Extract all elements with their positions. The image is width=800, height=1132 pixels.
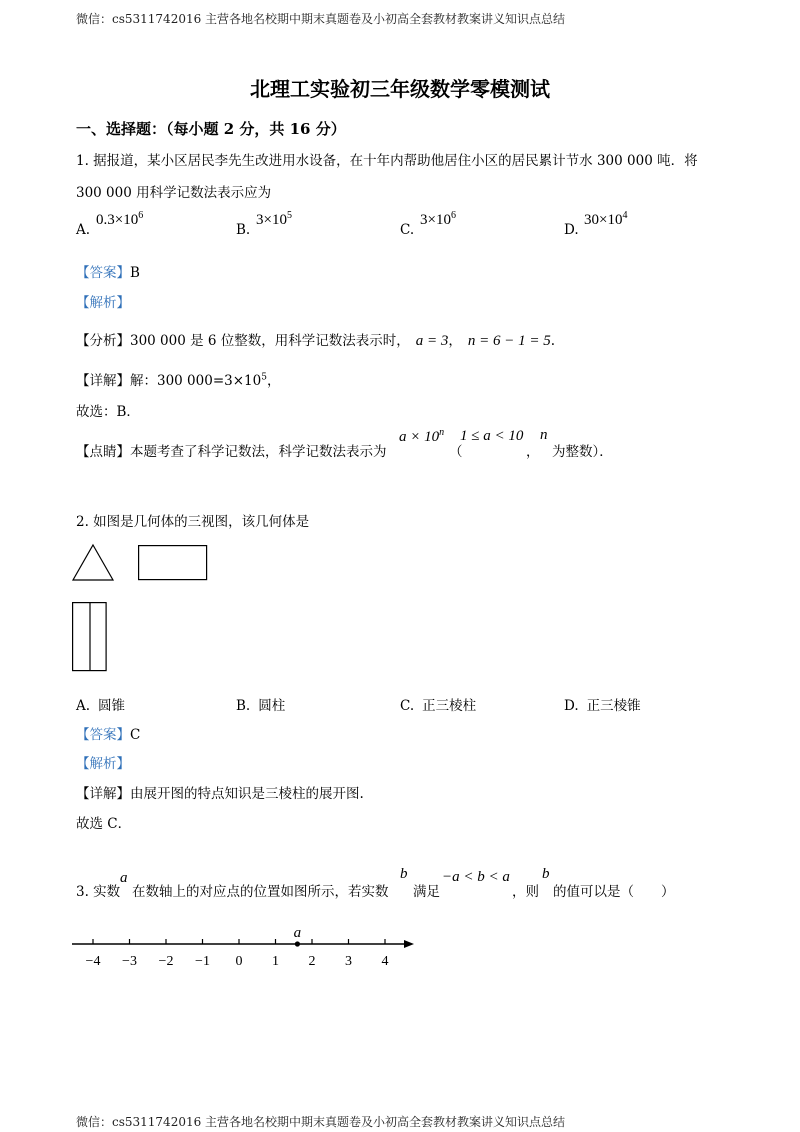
q2-stem: 2. 如图是几何体的三视图，该几何体是 [76, 514, 310, 530]
q1-option-a [76, 222, 90, 238]
dianjing-text: 本题考查了科学记数法，科学记数法表示为 [130, 444, 387, 460]
axis-tick-label: 0 [235, 954, 243, 969]
option-text: 正三棱锥 [586, 698, 641, 714]
dianjing-paren: （ [449, 444, 463, 460]
q2-option-c [400, 694, 476, 714]
page-title: 北理工实验初三年级数学零模测试 [250, 77, 550, 101]
option-letter: D. [564, 698, 579, 714]
detail-exponent: 5 [261, 372, 267, 383]
detail-end: ， [266, 373, 281, 389]
axis-tick-label: 4 [381, 954, 389, 969]
option-text: 正三棱柱 [422, 698, 477, 714]
answer-tag: 【答案】 [76, 265, 130, 281]
q2-top-view-rectangle [72, 602, 108, 672]
fenxi-tag: 【分析】 [76, 333, 130, 349]
axis-tick-label: 3 [345, 954, 352, 969]
axis-tick-label: −1 [195, 954, 210, 969]
axis-tick-label: 2 [308, 954, 316, 969]
q3-condition: −a < b < a [442, 869, 510, 885]
formula-base: 0.3×10 [96, 212, 139, 228]
q2-analysis-tag: 【解析】 [76, 756, 130, 772]
q1-option-b-value [256, 210, 292, 229]
q1-analysis-tag: 【解析】 [76, 295, 130, 311]
q2-front-view-triangle [72, 543, 116, 583]
fenxi-text: 300 000 是 6 位整数，用科学记数法表示时， [130, 333, 410, 349]
dianjing-formula [399, 427, 444, 446]
dianjing-n: n [540, 427, 548, 443]
formula-exponent: 6 [450, 210, 456, 221]
q2-option-b [236, 694, 285, 714]
q2-side-view-rectangle [138, 545, 208, 581]
detail-text: 解：300 000=3×10 [130, 373, 262, 389]
formula-exponent: 4 [622, 210, 628, 221]
q2-option-a [76, 694, 125, 714]
q1-stem-line1: 1. 据报道，某小区居民李先生改进用水设备，在十年内帮助他居住小区的居民累计节水 300 000 吨．将 [76, 153, 698, 169]
q3-stem-mid2: 满足 [413, 884, 440, 900]
q1-option-b [236, 222, 250, 238]
page-footer: 微信：cs5311742016 主营各地名校期中期末真题卷及小初高全套教材教案讲义知识点总结 [76, 1115, 566, 1129]
option-letter: D. [564, 222, 579, 238]
axis-tick-label: −2 [158, 954, 174, 969]
q3-number-line [0, 920, 800, 980]
axis-tick-label: −3 [122, 954, 137, 969]
option-letter: C. [400, 698, 415, 714]
answer-value: B [130, 265, 140, 281]
q1-answer [76, 261, 140, 281]
formula-exponent: n [439, 427, 445, 438]
option-letter: C. [400, 222, 415, 238]
q3-var-b2: b [542, 866, 550, 882]
q2-detail [76, 782, 364, 802]
formula-base: 3×10 [256, 212, 287, 228]
fenxi-a: a = 3 [415, 333, 449, 349]
q1-dianjing [76, 440, 387, 460]
q3-var-b: b [400, 866, 408, 882]
axis-tick-label: 1 [272, 954, 279, 969]
option-letter: A. [76, 222, 91, 238]
q1-stem-line2: 300 000 用科学记数法表示应为 [76, 185, 272, 201]
axis-tick-label: −4 [85, 954, 101, 969]
detail-text: 由展开图的特点知识是三棱柱的展开图. [130, 786, 364, 802]
q1-option-d-value [584, 210, 627, 229]
dianjing-comma: ， [526, 444, 540, 460]
detail-tag: 【详解】 [76, 373, 130, 389]
point-a-marker [295, 941, 300, 946]
axis-arrow [404, 940, 414, 948]
formula-base: 3×10 [420, 212, 451, 228]
q1-choose: 故选：B． [76, 404, 140, 420]
page-header: 微信：cs5311742016 主营各地名校期中期末真题卷及小初高全套教材教案讲义知识点总结 [76, 12, 566, 26]
formula-base: a × 10 [399, 429, 440, 445]
q3-var-a: a [120, 870, 128, 886]
q1-option-a-value [96, 210, 143, 229]
q1-option-d [564, 222, 579, 238]
q3-stem-end: 的值可以是（ ） [553, 884, 675, 900]
option-letter: B. [236, 698, 251, 714]
formula-exponent: 6 [138, 210, 144, 221]
q1-option-c [400, 222, 414, 238]
dianjing-tail: 为整数）． [552, 444, 613, 460]
q2-answer [76, 723, 140, 743]
option-letter: B. [236, 222, 251, 238]
q2-choose: 故选 C． [76, 816, 132, 832]
q1-detail [76, 369, 280, 389]
fenxi-n: n = 6 − 1 = 5 [467, 333, 551, 349]
formula-base: 30×10 [584, 212, 623, 228]
dianjing-range: 1 ≤ a < 10 [460, 428, 524, 444]
answer-tag: 【答案】 [76, 727, 130, 743]
fenxi-sep: ， [448, 333, 462, 349]
fenxi-end: . [550, 333, 556, 349]
option-text: 圆柱 [258, 698, 286, 714]
q1-fenxi [76, 329, 555, 350]
formula-exponent: 5 [286, 210, 292, 221]
option-text: 圆锥 [98, 698, 126, 714]
dianjing-tag: 【点睛】 [76, 444, 130, 460]
detail-tag: 【详解】 [76, 786, 130, 802]
q1-option-c-value [420, 210, 456, 229]
section-heading: 一、选择题：（每小题 2 分，共 16 分） [76, 120, 346, 138]
point-a-label: a [293, 925, 302, 941]
q2-option-d [564, 694, 641, 714]
answer-value: C [130, 727, 141, 743]
option-letter: A. [76, 698, 91, 714]
q3-stem-mid3: ，则 [512, 884, 539, 900]
q3-stem-pre: 3. 实数 [76, 884, 121, 900]
q3-stem-mid: 在数轴上的对应点的位置如图所示，若实数 [132, 884, 389, 900]
